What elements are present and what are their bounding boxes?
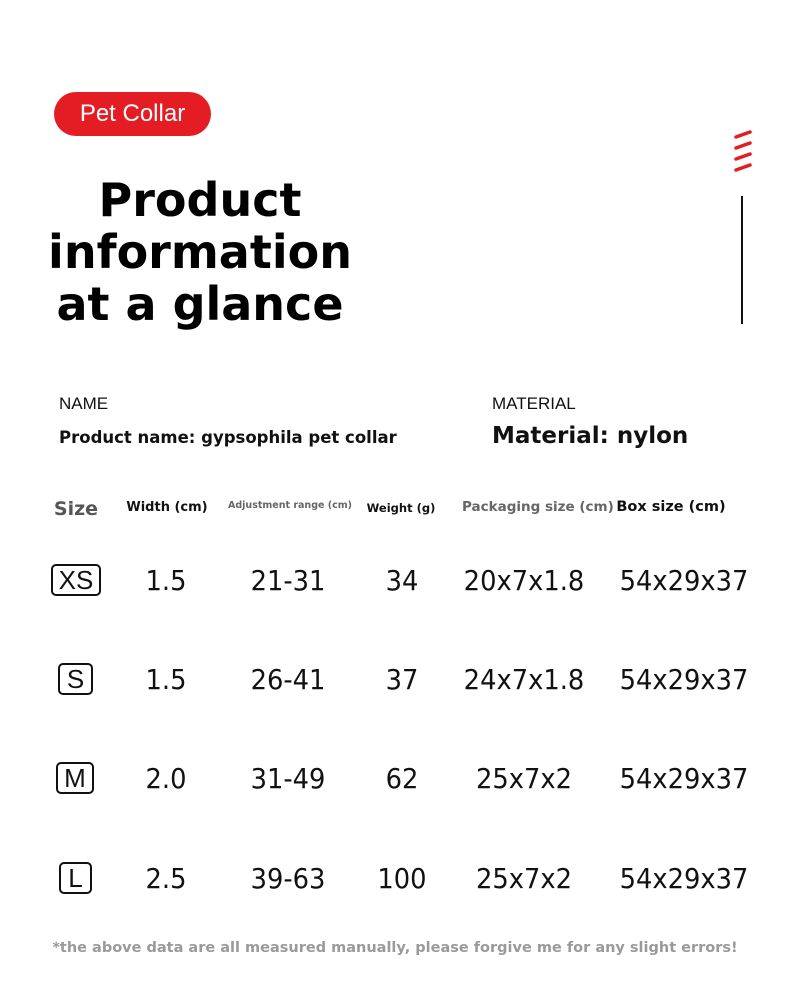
weight-cell: 100 xyxy=(377,862,427,895)
weight-cell: 34 xyxy=(385,564,419,597)
decorative-stripes-icon xyxy=(734,130,752,174)
packaging-cell: 20x7x1.8 xyxy=(463,564,585,597)
packaging-cell: 25x7x2 xyxy=(475,762,573,795)
table-row xyxy=(0,859,790,899)
size-badge: S xyxy=(58,663,93,695)
title-line-1: Product xyxy=(98,173,302,227)
adjustment-cell: 21-31 xyxy=(250,564,326,597)
product-name-value: Product name: gypsophila pet collar xyxy=(59,428,397,447)
disclaimer-footnote: *the above data are all measured manually, please forgive me for any slight errors! xyxy=(52,940,738,956)
adjustment-cell: 31-49 xyxy=(250,762,326,795)
page-title xyxy=(40,174,360,330)
weight-cell: 37 xyxy=(385,663,419,696)
table-row xyxy=(0,561,790,601)
table-row xyxy=(0,660,790,700)
width-cell: 1.5 xyxy=(145,663,187,696)
weight-cell: 62 xyxy=(385,762,419,795)
decorative-divider xyxy=(741,196,743,324)
box-cell: 54x29x37 xyxy=(619,762,749,795)
name-label: NAME xyxy=(59,394,109,413)
header-size: Size xyxy=(53,498,99,520)
box-cell: 54x29x37 xyxy=(619,663,749,696)
width-cell: 2.0 xyxy=(145,762,187,795)
width-cell: 1.5 xyxy=(145,564,187,597)
size-badge: M xyxy=(56,762,94,794)
pet-collar-badge: Pet Collar xyxy=(54,92,211,136)
box-cell: 54x29x37 xyxy=(619,862,749,895)
material-label: MATERIAL xyxy=(492,394,576,413)
box-cell: 54x29x37 xyxy=(619,564,749,597)
packaging-cell: 24x7x1.8 xyxy=(463,663,585,696)
title-line-3: at a glance xyxy=(56,277,344,331)
packaging-cell: 25x7x2 xyxy=(475,862,573,895)
header-packaging: Packaging size (cm) xyxy=(462,499,614,515)
size-badge: L xyxy=(59,862,92,894)
header-width: Width (cm) xyxy=(126,500,208,515)
header-adjustment: Adjustment range (cm) xyxy=(228,500,352,511)
header-box: Box size (cm) xyxy=(616,499,726,515)
table-row xyxy=(0,759,790,799)
adjustment-cell: 39-63 xyxy=(250,862,326,895)
title-line-2: information xyxy=(48,225,352,279)
header-weight: Weight (g) xyxy=(366,501,436,515)
width-cell: 2.5 xyxy=(145,862,187,895)
size-badge: XS xyxy=(51,564,101,596)
adjustment-cell: 26-41 xyxy=(250,663,326,696)
material-value: Material: nylon xyxy=(492,423,689,449)
